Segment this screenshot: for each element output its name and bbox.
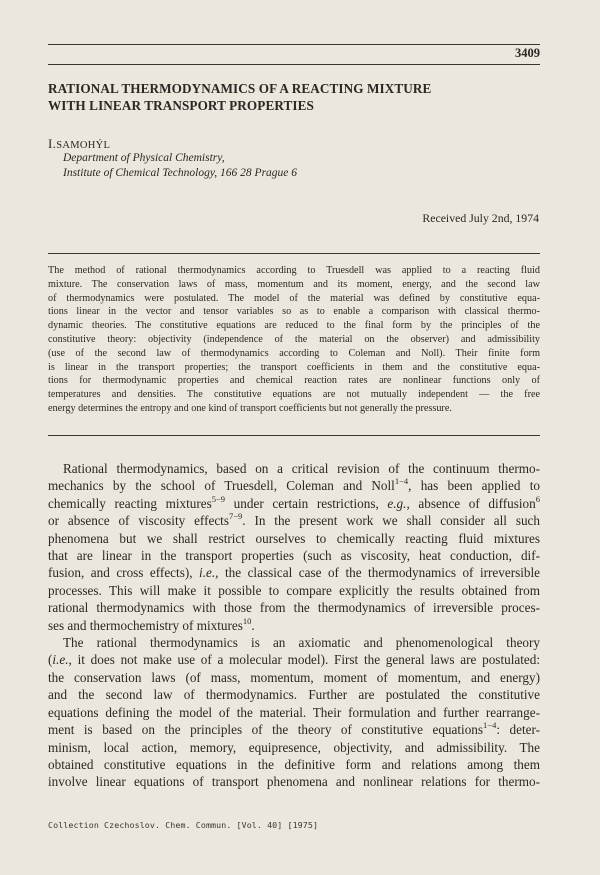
citation: 6 — [535, 493, 540, 504]
body-line: chemically reacting mixtures$^{5-9}$ under certain restrictions, e.g., absence of diffusion$^6$ — [48, 493, 540, 511]
abstract-line: dynamic theories. The constitutive equations are reduced to the final form by the principles of the — [48, 320, 540, 332]
citation: 10 — [242, 615, 252, 626]
body-line: equations defining the model of the material. Their formulation and further rearrange- — [48, 704, 540, 720]
citation: 5−9 — [211, 493, 226, 504]
body-line: fusion, and cross effects), i.e., the classical case of the thermodynamics of irreversible — [48, 565, 540, 581]
page-number: 3409 — [515, 46, 540, 60]
affiliation-line: Institute of Chemical Technology, 166 28 Prague 6 — [63, 167, 298, 179]
citation: 1−4 — [394, 476, 409, 487]
abstract — [48, 264, 540, 416]
abstract-line: energy determines the entropy and one kind of transport coefficients but not generally the pressure. — [48, 402, 452, 414]
abstract-line: The method of rational thermodynamics according to Truesdell was applied to a reacting fluid — [48, 265, 540, 276]
header-rule-top — [48, 44, 540, 45]
body-line: that are linear in the transport properties (such as viscosity, heat conduction, dif- — [48, 548, 540, 564]
abstract-line: (use of the second law of thermodynamics according to Coleman and Noll). Their finite form — [48, 347, 540, 359]
received-date: Received July 2nd, 1974 — [422, 211, 539, 225]
body-line: mechanics by the school of Truesdell, Coleman and Noll$^{1-4}$, has been applied to — [48, 476, 540, 494]
author-name: SAMOHÝL — [56, 140, 111, 151]
author — [48, 136, 110, 152]
title-line: RATIONAL THERMODYNAMICS OF A REACTING MIXTURE — [48, 81, 432, 96]
body-line: (i.e., it does not make use of a molecular model). First the general laws are postulated: — [48, 652, 540, 668]
abstract-line: tions for thermodynamic properties and chemical reaction rates are nonlinear functions only of — [48, 375, 540, 387]
body-text — [48, 460, 540, 791]
body-line: obtained constitutive equations in the definitive form and relations among them — [48, 756, 540, 772]
abstract-line: is linear in the transport properties; the transport coefficients in them and the constitutive equa- — [48, 361, 540, 373]
body-line: ses and thermochemistry of mixtures$^{10}$. — [48, 615, 255, 633]
citation: 7−9 — [228, 511, 243, 522]
paragraph-2 — [48, 634, 540, 791]
body-line: Rational thermodynamics, based on a critical revision of the continuum thermo- — [63, 461, 540, 476]
body-line: phenomena but we shall restrict ourselves to chemically reacting fluid mixtures — [48, 530, 540, 546]
body-line: involve linear equations of transport phenomena and nonlinear relations for thermo- — [48, 774, 540, 790]
body-line: processes. This will make it possible to compare explicitly the results obtained from — [48, 582, 540, 598]
abstract-line: of thermodynamics were postulated. The model of the material was defined by constitutive equa- — [48, 292, 540, 304]
body-line: the conservation laws (of mass, momentum, moment of momentum, and energy) — [48, 669, 540, 685]
body-line: rational thermodynamics with those from the thermodynamics of irreversible proces- — [48, 600, 540, 616]
title-line: WITH LINEAR TRANSPORT PROPERTIES — [48, 98, 314, 113]
abstract-rule-top — [48, 253, 540, 254]
abstract-line: temperatures and densities. The constitutive equations are not mutually independent — the free — [48, 389, 540, 401]
journal-footer: Collection Czechoslov. Chem. Commun. [Vol. 40] [1975] — [48, 820, 319, 830]
article-title — [48, 80, 540, 114]
header-rule-bottom — [48, 64, 540, 65]
author-initial: I. — [48, 136, 57, 151]
citation: 1−4 — [483, 720, 497, 731]
body-line: and the second law of thermodynamics. Further are postulated the constitutive — [48, 687, 540, 703]
abstract-line: tions linear in the vector and tensor variables so as to enable a comparison with classical thermo- — [48, 306, 540, 318]
abstract-line: mixture. The conservation laws of mass, momentum and its moment, energy, and the second law — [48, 278, 540, 290]
affiliation-line: Department of Physical Chemistry, — [63, 152, 225, 164]
abstract-line: constitutive theory: objectivity (independence of the material on the observer) and admissibility — [48, 333, 540, 345]
affiliation — [63, 151, 297, 181]
body-line: or absence of viscosity effects$^{7-9}$. In the present work we shall consider all such — [48, 511, 541, 529]
body-line: minism, local action, memory, equipresence, objectivity, and admissibility. The — [48, 739, 540, 755]
body-line: ment is based on the principles of the theory of constitutive equations$^{1-4}$: deter- — [48, 720, 540, 738]
body-line: The rational thermodynamics is an axiomatic and phenomenological theory — [63, 635, 540, 651]
abstract-rule-bottom — [48, 435, 540, 436]
paragraph-1 — [48, 460, 540, 634]
